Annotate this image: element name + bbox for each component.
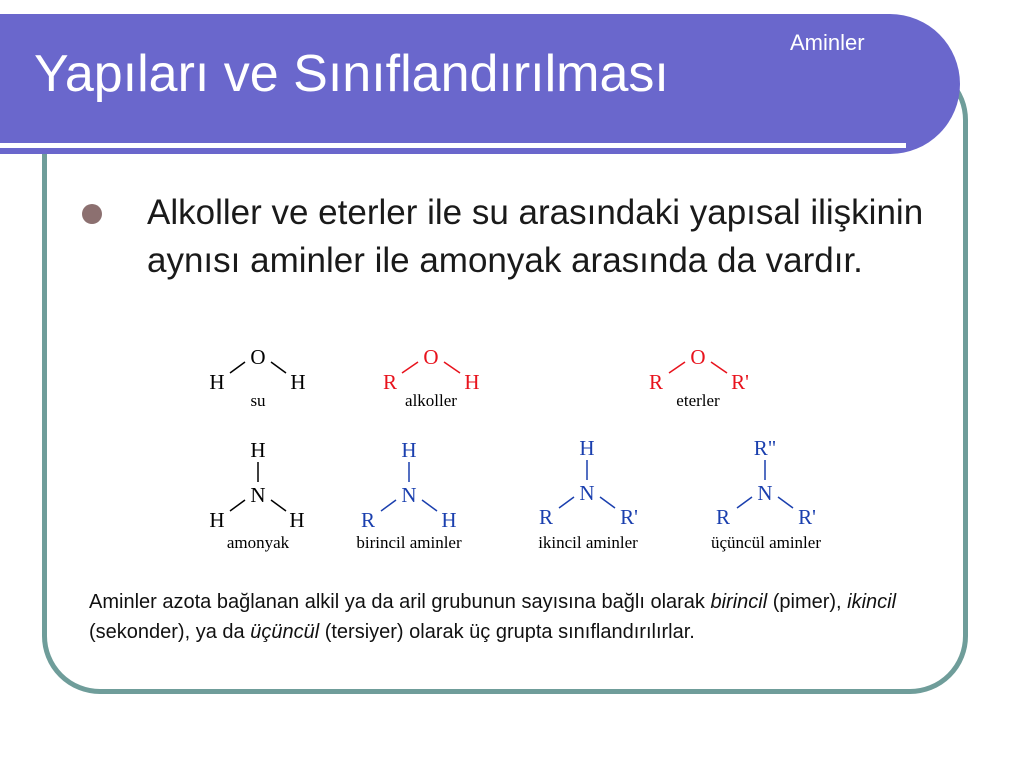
note-term-secondary: ikincil: [847, 591, 897, 613]
bullet-text: Alkoller ve eterler ile su arasındaki yapısal ilişkinin aynısı aminler ile amonyak arasında da vardır.: [147, 193, 924, 280]
section-label: Aminler: [790, 30, 865, 55]
secondary-bond-right: [600, 497, 615, 508]
note-part-1: Aminler azota bağlanan alkil ya da aril grubunun sayısına bağlı olarak: [89, 591, 711, 613]
primary-bond-left: [381, 500, 396, 511]
tertiary-top-atom: R": [753, 436, 777, 460]
structure-ammonia: [209, 438, 304, 552]
water-left-atom: H: [209, 370, 225, 394]
structure-alcohol: [383, 345, 480, 410]
primary-caption: birincil aminler: [356, 533, 462, 552]
primary-right-atom: H: [441, 508, 457, 532]
classification-note: [89, 587, 909, 647]
secondary-top-atom: H: [579, 436, 595, 460]
ammonia-caption: amonyak: [226, 533, 290, 552]
alcohol-center-atom: O: [423, 345, 439, 369]
alcohol-left-atom: R: [382, 370, 398, 394]
note-part-2: (pimer),: [767, 591, 848, 613]
water-center-atom: O: [250, 345, 266, 369]
page-title: Yapıları ve Sınıflandırılması: [34, 45, 669, 103]
tertiary-left-atom: R: [715, 505, 731, 529]
ammonia-bond-right: [271, 500, 286, 511]
ether-right-atom: R': [731, 370, 749, 394]
ammonia-center-atom: N: [250, 483, 266, 507]
ether-bond-left: [669, 362, 685, 373]
primary-top-atom: H: [401, 438, 417, 462]
water-bond-right: [271, 362, 286, 373]
ammonia-right-atom: H: [289, 508, 305, 532]
ammonia-top-atom: H: [250, 438, 266, 462]
tertiary-center-atom: N: [757, 481, 773, 505]
water-right-atom: H: [290, 370, 306, 394]
water-bond-left: [230, 362, 245, 373]
tertiary-bond-left: [737, 497, 752, 508]
ether-caption: eterler: [676, 391, 720, 410]
alcohol-caption: alkoller: [405, 391, 457, 410]
secondary-right-atom: R': [620, 505, 638, 529]
primary-center-atom: N: [401, 483, 417, 507]
note-part-3: (sekonder), ya da: [89, 621, 251, 643]
note-term-tertiary: üçüncül: [250, 621, 320, 643]
secondary-left-atom: R: [538, 505, 554, 529]
ether-bond-right: [711, 362, 727, 373]
structure-ether: [649, 345, 749, 410]
alcohol-bond-right: [444, 362, 460, 373]
secondary-bond-left: [559, 497, 574, 508]
ether-center-atom: O: [690, 345, 706, 369]
note-term-primary: birincil: [710, 591, 768, 613]
ammonia-left-atom: H: [209, 508, 225, 532]
ammonia-bond-left: [230, 500, 245, 511]
alcohol-bond-left: [402, 362, 418, 373]
structure-secondary-amine: [538, 436, 638, 552]
tertiary-caption: üçüncül aminler: [711, 533, 821, 552]
primary-left-atom: R: [360, 508, 376, 532]
alcohol-right-atom: H: [464, 370, 480, 394]
structure-tertiary-amine: [711, 436, 821, 552]
secondary-caption: ikincil aminler: [538, 533, 638, 552]
secondary-center-atom: N: [579, 481, 595, 505]
ether-left-atom: R: [648, 370, 664, 394]
tertiary-right-atom: R': [798, 505, 816, 529]
note-part-4: (tersiyer) olarak üç grupta sınıflandırılırlar.: [319, 621, 695, 643]
structure-water: [209, 345, 305, 410]
primary-bond-right: [422, 500, 437, 511]
tertiary-bond-right: [778, 497, 793, 508]
structure-primary-amine: [356, 438, 462, 552]
water-caption: su: [250, 391, 266, 410]
